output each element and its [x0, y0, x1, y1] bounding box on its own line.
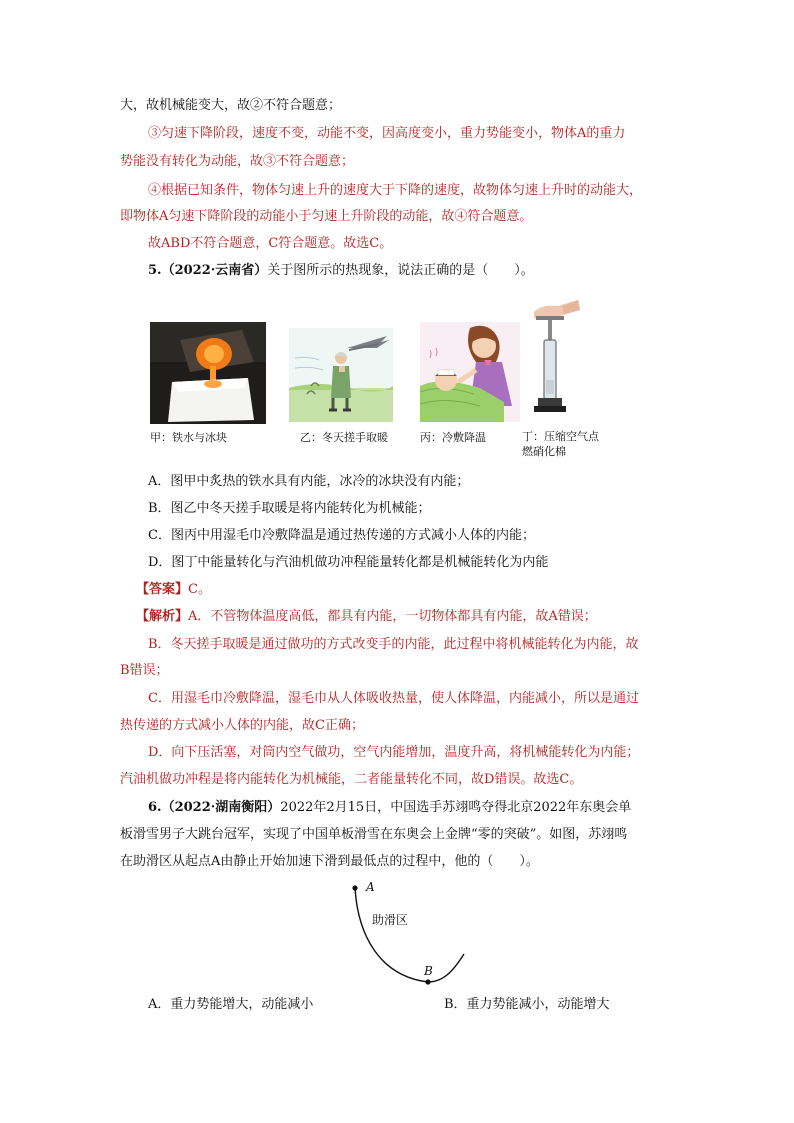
option-a: A．图甲中炙热的铁水具有内能，冰冷的冰块没有内能； — [148, 474, 470, 489]
analysis-line-b1: B．冬天搓手取暖是通过做功的方式改变手的内能，此过程中将机械能转化为内能，故 — [148, 637, 639, 652]
option-b: B．图乙中冬天搓手取暖是将内能转化为机械能； — [148, 501, 431, 516]
text-line-6: 故ABD不符合题意，C符合题意。故选C。 — [148, 236, 393, 251]
caption-jia: 甲：铁水与冰块 — [150, 431, 227, 444]
point-a-marker — [352, 885, 357, 890]
zone-label: 助滑区 — [372, 913, 409, 927]
question-6-stem-line1 — [148, 799, 631, 817]
analysis-line-a — [136, 608, 597, 626]
analysis-tag: 【解析】 — [136, 609, 189, 624]
question-source: （2022·云南省） — [161, 263, 268, 278]
q6-option-a: A．重力势能增大，动能减小 — [148, 997, 314, 1012]
analysis-line-c2: 热传递的方式减小人体的内能，故C正确； — [120, 718, 364, 733]
text-line-2: ③匀速下降阶段，速度不变，动能不变，因高度变小，重力势能变小，物体A的重力 — [148, 126, 626, 141]
caption-ding-line2: 燃硝化棉 — [522, 445, 566, 458]
analysis-a-text: A．不管物体温度高低，都具有内能，一切物体都具有内能，故A错误； — [188, 609, 597, 624]
question-6-stem-line3: 在助滑区从起点A由静止开始加速下滑到最低点的过程中，他的（ ）。 — [120, 854, 539, 869]
answer-value: C。 — [188, 582, 211, 597]
text-line-5: 即物体A匀速下降阶段的动能小于匀速上升阶段的动能，故④符合题意。 — [120, 209, 533, 224]
point-b-marker — [425, 979, 430, 984]
analysis-line-b2: B错误； — [120, 663, 169, 678]
question-number: 6. — [148, 800, 162, 815]
question-5-stem — [148, 262, 534, 280]
point-b-label: B — [424, 964, 433, 978]
option-d: D．图丁中能量转化与汽油机做功冲程能量转化都是机械能转化为内能 — [148, 555, 549, 570]
analysis-line-c1: C．用湿毛巾冷敷降温，湿毛巾从人体吸收热量，使人体降温，内能减小，所以是通过 — [148, 691, 639, 706]
figure-cold-compress — [420, 322, 520, 422]
option-c: C．图丙中用湿毛巾冷敷降温是通过热传递的方式减小人体的内能； — [148, 528, 535, 543]
figure-rubbing-hands — [289, 328, 393, 422]
q6-option-b: B．重力势能减小，动能增大 — [444, 997, 610, 1012]
figure-molten-iron-ice — [150, 322, 266, 424]
question-text: 关于图所示的热现象，说法正确的是（ ）。 — [267, 263, 534, 278]
answer-tag: 【答案】 — [136, 582, 189, 597]
question-number: 5. — [148, 263, 162, 278]
analysis-line-d2: 汽油机做功冲程是将内能转化为机械能，二者能量转化不同，故D错误。故选C。 — [120, 772, 583, 787]
text-line-3: 势能没有转化为动能，故③不符合题意； — [120, 154, 355, 169]
analysis-line-d1: D．向下压活塞，对筒内空气做功，空气内能增加，温度升高，将机械能转化为内能； — [148, 745, 640, 760]
answer-line — [136, 581, 211, 599]
text-line-4: ④根据已知条件，物体匀速上升的速度大于下降的速度，故物体匀速上升时的动能大， — [148, 183, 643, 198]
question-6-stem-line2: 板滑雪男子大跳台冠军，实现了中国单板滑雪在东奥会上金牌“零的突破”。如图，苏翊鸣 — [120, 827, 628, 842]
point-a-label: A — [366, 880, 375, 894]
question-text: 2022年2月15日，中国选手苏翊鸣夺得北京2022年东奥会单 — [280, 800, 632, 815]
slope-diagram — [340, 876, 480, 990]
caption-yi: 乙：冬天搓手取暖 — [300, 431, 388, 444]
caption-ding-line1: 丁：压缩空气点 — [522, 430, 599, 443]
caption-bing: 丙：冷敷降温 — [420, 431, 486, 444]
figure-fire-piston — [532, 290, 582, 420]
text-line-1: 大，故机械能变大，故②不符合题意； — [120, 98, 342, 113]
question-source: （2022·湖南衡阳） — [161, 800, 281, 815]
